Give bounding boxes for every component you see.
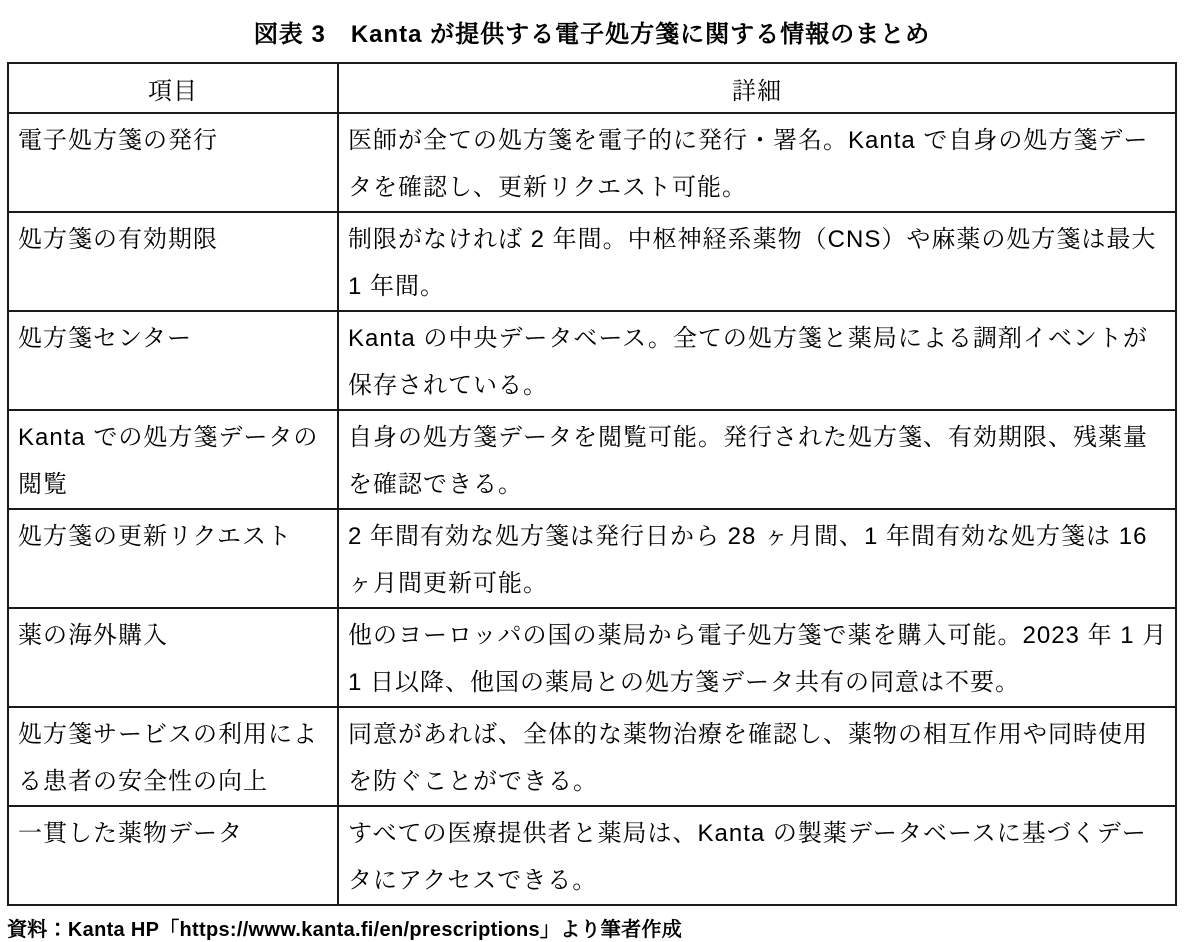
detail-cell: すべての医療提供者と薬局は、Kanta の製薬データベースに基づくデータにアクセスできる。 xyxy=(338,806,1176,905)
column-header-item: 項目 xyxy=(8,63,338,113)
table-row xyxy=(8,608,1176,707)
detail-cell: 同意があれば、全体的な薬物治療を確認し、薬物の相互作用や同時使用を防ぐことができる。 xyxy=(338,707,1176,806)
figure-title: 図表 3 Kanta が提供する電子処方箋に関する情報のまとめ xyxy=(253,21,931,48)
item-cell: Kanta での処方箋データの閲覧 xyxy=(8,410,338,509)
table-row xyxy=(8,410,1176,509)
item-cell: 薬の海外購入 xyxy=(8,608,338,707)
table-row xyxy=(8,212,1176,311)
detail-cell: Kanta の中央データベース。全ての処方箋と薬局による調剤イベントが保存されている。 xyxy=(338,311,1176,410)
detail-cell: 他のヨーロッパの国の薬局から電子処方箋で薬を購入可能。2023 年 1 月 1 日以降、他国の薬局との処方箋データ共有の同意は不要。 xyxy=(338,608,1176,707)
source-note: 資料：Kanta HP「https://www.kanta.fi/en/prescriptions」より筆者作成 xyxy=(7,919,683,941)
table-row xyxy=(8,707,1176,806)
header-row xyxy=(8,63,1176,113)
table-row xyxy=(8,311,1176,410)
item-cell: 処方箋センター xyxy=(8,311,338,410)
column-header-detail: 詳細 xyxy=(338,63,1176,113)
item-cell: 処方箋サービスの利用による患者の安全性の向上 xyxy=(8,707,338,806)
table-row xyxy=(8,113,1176,212)
item-cell: 処方箋の更新リクエスト xyxy=(8,509,338,608)
detail-cell: 医師が全ての処方箋を電子的に発行・署名。Kanta で自身の処方箋データを確認し、更新リクエスト可能。 xyxy=(338,113,1176,212)
item-cell: 電子処方箋の発行 xyxy=(8,113,338,212)
table-row xyxy=(8,806,1176,905)
item-cell: 一貫した薬物データ xyxy=(8,806,338,905)
table-row xyxy=(8,509,1176,608)
item-cell: 処方箋の有効期限 xyxy=(8,212,338,311)
detail-cell: 2 年間有効な処方箋は発行日から 28 ヶ月間、1 年間有効な処方箋は 16 ヶ月間更新可能。 xyxy=(338,509,1176,608)
kanta-prescription-table xyxy=(7,62,1177,906)
detail-cell: 制限がなければ 2 年間。中枢神経系薬物（CNS）や麻薬の処方箋は最大 1 年間。 xyxy=(338,212,1176,311)
detail-cell: 自身の処方箋データを閲覧可能。発行された処方箋、有効期限、残薬量を確認できる。 xyxy=(338,410,1176,509)
